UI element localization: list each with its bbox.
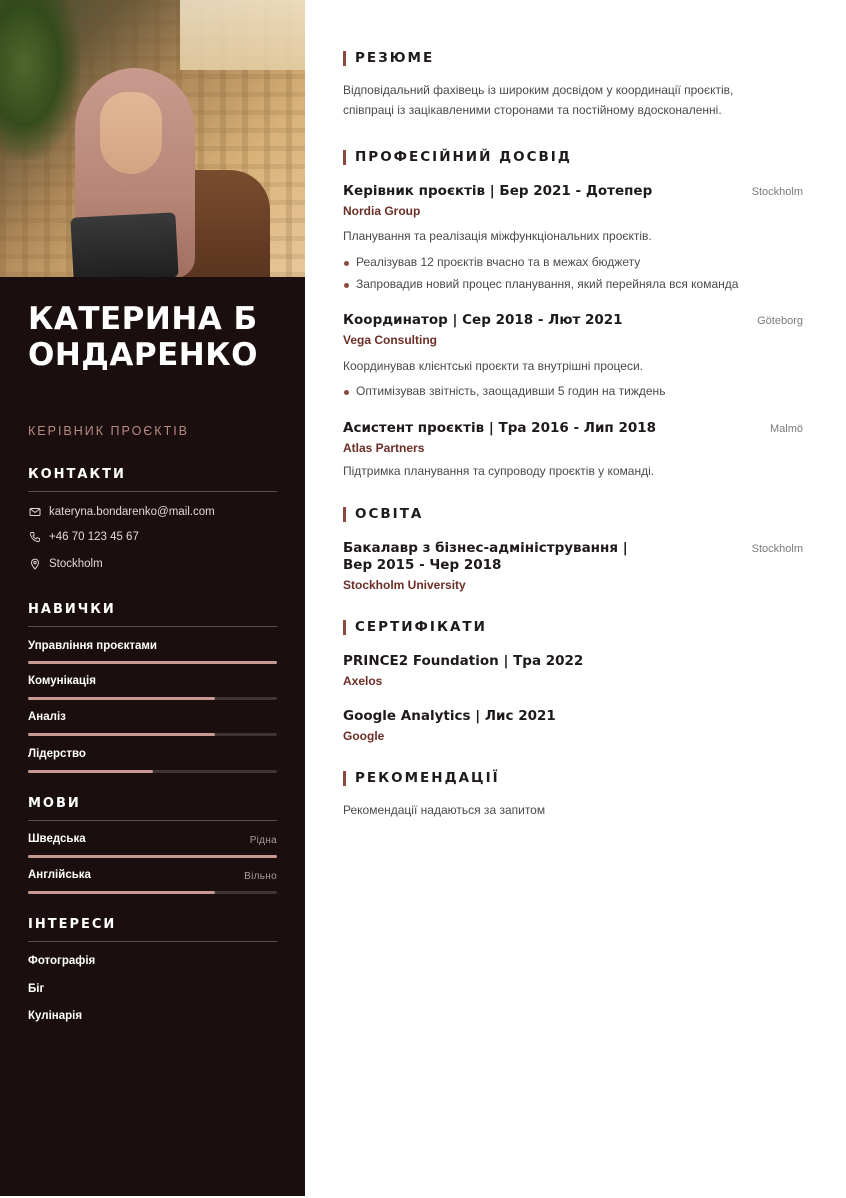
certificates-heading: СЕРТИФІКАТИ bbox=[343, 619, 487, 635]
education-heading: ОСВІТА bbox=[343, 506, 423, 522]
language-bar bbox=[28, 891, 277, 894]
contact-phone-text: +46 70 123 45 67 bbox=[49, 531, 139, 543]
mail-icon bbox=[28, 505, 42, 519]
contact-location bbox=[28, 557, 103, 571]
candidate-name: КАТЕРИНА БОНДАРЕНКО bbox=[28, 301, 258, 373]
job-description: Координував клієнтські проєкти та внутрішні процеси. bbox=[343, 359, 643, 373]
language-bar bbox=[28, 855, 277, 858]
skill-label: Комунікація bbox=[28, 675, 96, 687]
job-bullet: Запровадив новий процес планування, який перейняла вся команда bbox=[343, 277, 738, 291]
certificate-issuer: Axelos bbox=[343, 674, 383, 688]
language-level: Вільно bbox=[244, 871, 277, 882]
job-bullet: Реалізував 12 проєктів вчасно та в межах бюджету bbox=[343, 255, 640, 269]
interest-item: Біг bbox=[28, 983, 45, 995]
education-title-line: Бакалавр з бізнес-адміністрування | bbox=[343, 540, 628, 556]
contacts-heading: КОНТАКТИ bbox=[28, 467, 277, 492]
phone-icon bbox=[28, 530, 42, 544]
skill-label: Лідерство bbox=[28, 748, 86, 760]
job-description: Планування та реалізація міжфункціональних проєктів. bbox=[343, 229, 652, 243]
job-bullet: Оптимізував звітність, заощадивши 5 годин на тиждень bbox=[343, 384, 665, 398]
job-location: Stockholm bbox=[751, 186, 803, 198]
job-company: Vega Consulting bbox=[343, 333, 438, 347]
language-label: Шведська bbox=[28, 833, 86, 845]
skill-label: Аналіз bbox=[28, 711, 66, 723]
interests-heading: ІНТЕРЕСИ bbox=[28, 917, 277, 942]
references-text: Рекомендації надаються за запитом bbox=[343, 803, 546, 817]
skill-bar-fill bbox=[28, 661, 277, 664]
contact-phone[interactable] bbox=[28, 530, 139, 544]
skill-bar bbox=[28, 697, 277, 700]
language-bar-fill bbox=[28, 891, 215, 894]
sidebar bbox=[0, 0, 305, 1196]
summary-heading: РЕЗЮМЕ bbox=[343, 50, 434, 66]
job-location: Malmö bbox=[769, 423, 803, 435]
education-school: Stockholm University bbox=[343, 578, 466, 592]
job-title: Асистент проєктів | Тра 2016 - Лип 2018 bbox=[343, 420, 657, 436]
languages-heading: МОВИ bbox=[28, 796, 277, 821]
profile-photo bbox=[0, 0, 305, 277]
photo-background-plant bbox=[0, 0, 80, 160]
contact-email[interactable] bbox=[28, 505, 215, 519]
candidate-role: КЕРІВНИК ПРОЄКТІВ bbox=[28, 424, 190, 438]
skills-heading: НАВИЧКИ bbox=[28, 602, 277, 627]
skill-bar bbox=[28, 770, 277, 773]
summary-line: співпраці із зацікавленими сторонами та постійному вдосконаленні. bbox=[343, 103, 722, 117]
references-heading: РЕКОМЕНДАЦІЇ bbox=[343, 770, 500, 786]
job-location: Göteborg bbox=[757, 315, 803, 327]
contact-location-text: Stockholm bbox=[49, 558, 103, 570]
job-title: Керівник проєктів | Бер 2021 - Дотепер bbox=[343, 183, 653, 199]
education-location: Stockholm bbox=[751, 543, 803, 555]
photo-laptop bbox=[70, 212, 178, 277]
interest-item: Кулінарія bbox=[28, 1010, 83, 1022]
job-company: Atlas Partners bbox=[343, 441, 425, 455]
skill-bar bbox=[28, 661, 277, 664]
summary-line: Відповідальний фахівець із широким досвідом у координації проєктів, bbox=[343, 83, 734, 97]
experience-heading: ПРОФЕСІЙНИЙ ДОСВІД bbox=[343, 149, 572, 165]
location-icon bbox=[28, 557, 42, 571]
skill-bar-fill bbox=[28, 733, 215, 736]
job-title: Координатор | Сер 2018 - Лют 2021 bbox=[343, 312, 623, 328]
skill-bar-fill bbox=[28, 697, 215, 700]
job-description: Підтримка планування та супроводу проєктів у команді. bbox=[343, 464, 655, 478]
skill-bar-fill bbox=[28, 770, 153, 773]
certificate-issuer: Google bbox=[343, 729, 385, 743]
language-level: Рідна bbox=[249, 835, 277, 846]
job-company: Nordia Group bbox=[343, 204, 421, 218]
contact-email-text: kateryna.bondarenko@mail.com bbox=[49, 506, 215, 518]
language-label: Англійська bbox=[28, 869, 91, 881]
skill-label: Управління проєктами bbox=[28, 640, 158, 652]
certificate-title: PRINCE2 Foundation | Тра 2022 bbox=[343, 653, 584, 669]
education-title-line: Вер 2015 - Чер 2018 bbox=[343, 557, 502, 573]
skill-bar bbox=[28, 733, 277, 736]
photo-face bbox=[100, 92, 162, 174]
photo-background-window bbox=[180, 0, 305, 70]
interest-item: Фотографія bbox=[28, 955, 96, 967]
language-bar-fill bbox=[28, 855, 277, 858]
certificate-title: Google Analytics | Лис 2021 bbox=[343, 708, 556, 724]
